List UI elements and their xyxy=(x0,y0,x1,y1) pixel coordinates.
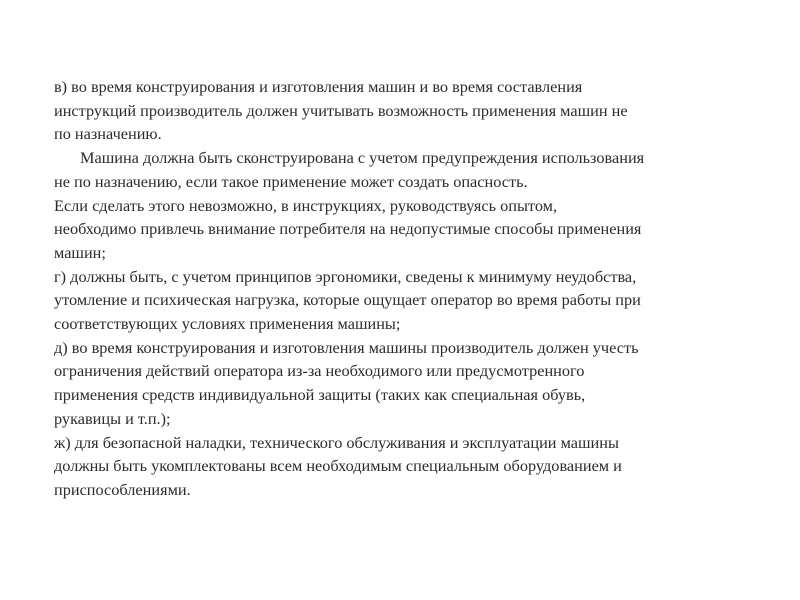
text-line: машин; xyxy=(54,242,106,262)
text-line: применения средств индивидуальной защиты (таких как специальная обувь, xyxy=(54,385,586,405)
text-line: рукавицы и т.п.); xyxy=(54,408,171,428)
text-line: приспособлениями. xyxy=(54,479,191,499)
text-line: д) во время конструирования и изготовления машины производитель должен учесть xyxy=(54,337,639,357)
text-line: г) должны быть, с учетом принципов эргономики, сведены к минимуму неудобства, xyxy=(54,266,637,286)
text-line: соответствующих условиях применения машины; xyxy=(54,314,401,334)
text-line: необходимо привлечь внимание потребителя на недопустимые способы применения xyxy=(54,219,642,239)
text-line: ограничения действий оператора из-за необходимого или предусмотренного xyxy=(54,361,585,381)
text-line: по назначению. xyxy=(54,124,162,144)
text-line: инструкций производитель должен учитывать возможность применения машин не xyxy=(54,100,628,120)
body-text xyxy=(54,75,784,502)
text-line: должны быть укомплектованы всем необходимым специальным оборудованием и xyxy=(54,456,622,476)
text-line: ж) для безопасной наладки, технического обслуживания и эксплуатации машины xyxy=(54,432,619,452)
text-line: Если сделать этого невозможно, в инструкциях, руководствуясь опытом, xyxy=(54,195,558,215)
text-line: в) во время конструирования и изготовления машин и во время составления xyxy=(54,77,583,96)
text-line: не по назначению, если такое применение может создать опасность. xyxy=(54,171,528,191)
text-line: утомление и психическая нагрузка, которые ощущает оператор во время работы при xyxy=(54,290,641,310)
text-line: Машина должна быть сконструирована с учетом предупреждения использования xyxy=(80,148,645,168)
